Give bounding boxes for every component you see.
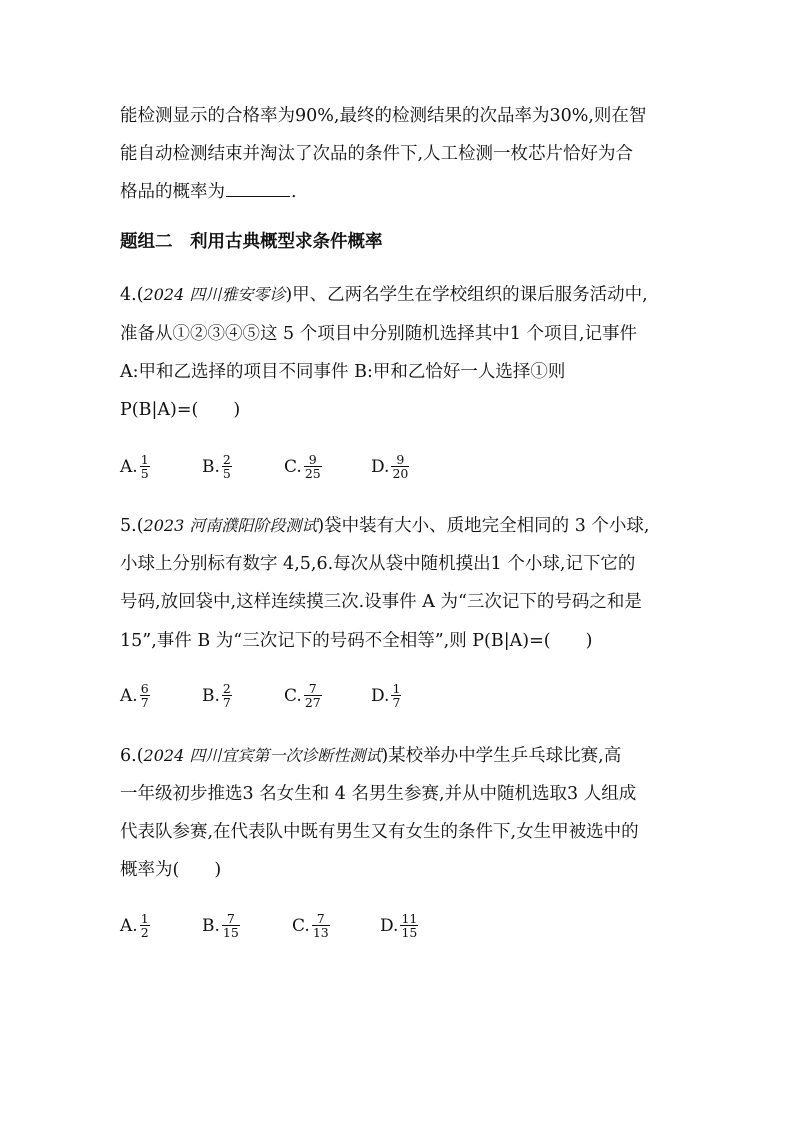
fraction: $\frac{2}{5}$ [222, 452, 231, 481]
option-label: B. [202, 915, 220, 936]
q4-line-3: A:甲和乙选择的项目不同事件 B:甲和乙恰好一人选择①则 [120, 362, 566, 382]
option-label: D. [380, 915, 399, 936]
option-label: A. [120, 456, 138, 477]
intro-line-3-text: 格品的概率为 [120, 182, 225, 202]
q6-number: 6.( [120, 746, 144, 766]
option-label: A. [120, 685, 138, 706]
q5-line-2: 小球上分别标有数字 4,5,6.每次从袋中随机摸出1 个小球,记下它的 [120, 554, 636, 574]
section-title: 题组二 利用古典概型求条件概率 [120, 232, 383, 252]
q4-line-1 [120, 283, 648, 307]
q6-line-1 [120, 744, 621, 768]
q4-option-a[interactable] [120, 453, 150, 480]
fraction: $\frac{6}{7}$ [140, 681, 149, 710]
fraction: $\frac{11}{15}$ [401, 911, 418, 940]
option-label: D. [371, 685, 390, 706]
q5-option-d[interactable] [371, 682, 401, 709]
q4-option-c[interactable] [284, 453, 322, 480]
option-label: C. [284, 685, 302, 706]
q6-option-b[interactable] [202, 912, 240, 939]
fraction: $\frac{7}{27}$ [304, 681, 321, 710]
q6-option-a[interactable] [120, 912, 150, 939]
q6-line-2: 一年级初步推选3 名女生和 4 名男生参赛,并从中随机选取3 人组成 [120, 784, 637, 804]
fraction: $\frac{7}{15}$ [222, 911, 239, 940]
q5-source: 2023 河南濮阳阶段测试 [143, 516, 318, 535]
option-label: B. [202, 456, 220, 477]
fraction: $\frac{1}{2}$ [140, 911, 149, 940]
q5-line-3: 号码,放回袋中,这样连续摸三次.设事件 A 为“三次记下的号码之和是 [120, 592, 642, 612]
q4-number: 4.( [120, 285, 144, 305]
q4-option-b[interactable] [202, 453, 232, 480]
fraction: $\frac{7}{13}$ [312, 911, 329, 940]
q4-line-1-text: )甲、乙两名学生在学校组织的课后服务活动中, [285, 285, 648, 305]
fraction: $\frac{1}{5}$ [140, 452, 149, 481]
option-label: C. [284, 456, 302, 477]
q5-option-a[interactable] [120, 682, 150, 709]
q6-option-d[interactable] [380, 912, 418, 939]
fraction: $\frac{1}{7}$ [392, 681, 401, 710]
intro-line-3 [120, 180, 297, 204]
intro-line-1: 能检测显示的合格率为90%,最终的检测结果的次品率为30%,则在智 [120, 106, 647, 126]
q6-option-c[interactable] [292, 912, 330, 939]
q4-option-d[interactable] [371, 453, 409, 480]
answer-blank[interactable] [226, 180, 290, 197]
intro-line-3-end: . [291, 182, 297, 202]
q5-option-c[interactable] [284, 682, 322, 709]
q6-line-4: 概率为( ) [120, 860, 222, 880]
fraction: $\frac{9}{20}$ [392, 452, 409, 481]
q4-line-2: 准备从①②③④⑤这 5 个项目中分别随机选择其中1 个项目,记事件 [120, 324, 638, 344]
fraction: $\frac{9}{25}$ [304, 452, 321, 481]
option-label: C. [292, 915, 310, 936]
q5-option-b[interactable] [202, 682, 232, 709]
q6-source: 2024 四川宜宾第一次诊断性测试 [143, 746, 382, 765]
q5-line-1 [120, 514, 650, 538]
q6-line-3: 代表队参赛,在代表队中既有男生又有女生的条件下,女生甲被选中的 [120, 822, 639, 842]
option-label: A. [120, 915, 138, 936]
fraction: $\frac{2}{7}$ [222, 681, 231, 710]
q5-line-1-text: )袋中装有大小、质地完全相同的 3 个小球, [317, 516, 650, 536]
option-label: B. [202, 685, 220, 706]
q5-number: 5.( [120, 516, 144, 536]
q4-source: 2024 四川雅安零诊 [143, 285, 286, 304]
q4-line-4: P(B|A)=( ) [120, 400, 241, 420]
intro-line-2: 能自动检测结束并淘汰了次品的条件下,人工检测一枚芯片恰好为合 [120, 144, 634, 164]
option-label: D. [371, 456, 390, 477]
q5-line-4: 15”,事件 B 为“三次记下的号码不全相等”,则 P(B|A)=( ) [120, 631, 593, 651]
q6-line-1-text: )某校举办中学生乒乓球比赛,高 [381, 746, 622, 766]
